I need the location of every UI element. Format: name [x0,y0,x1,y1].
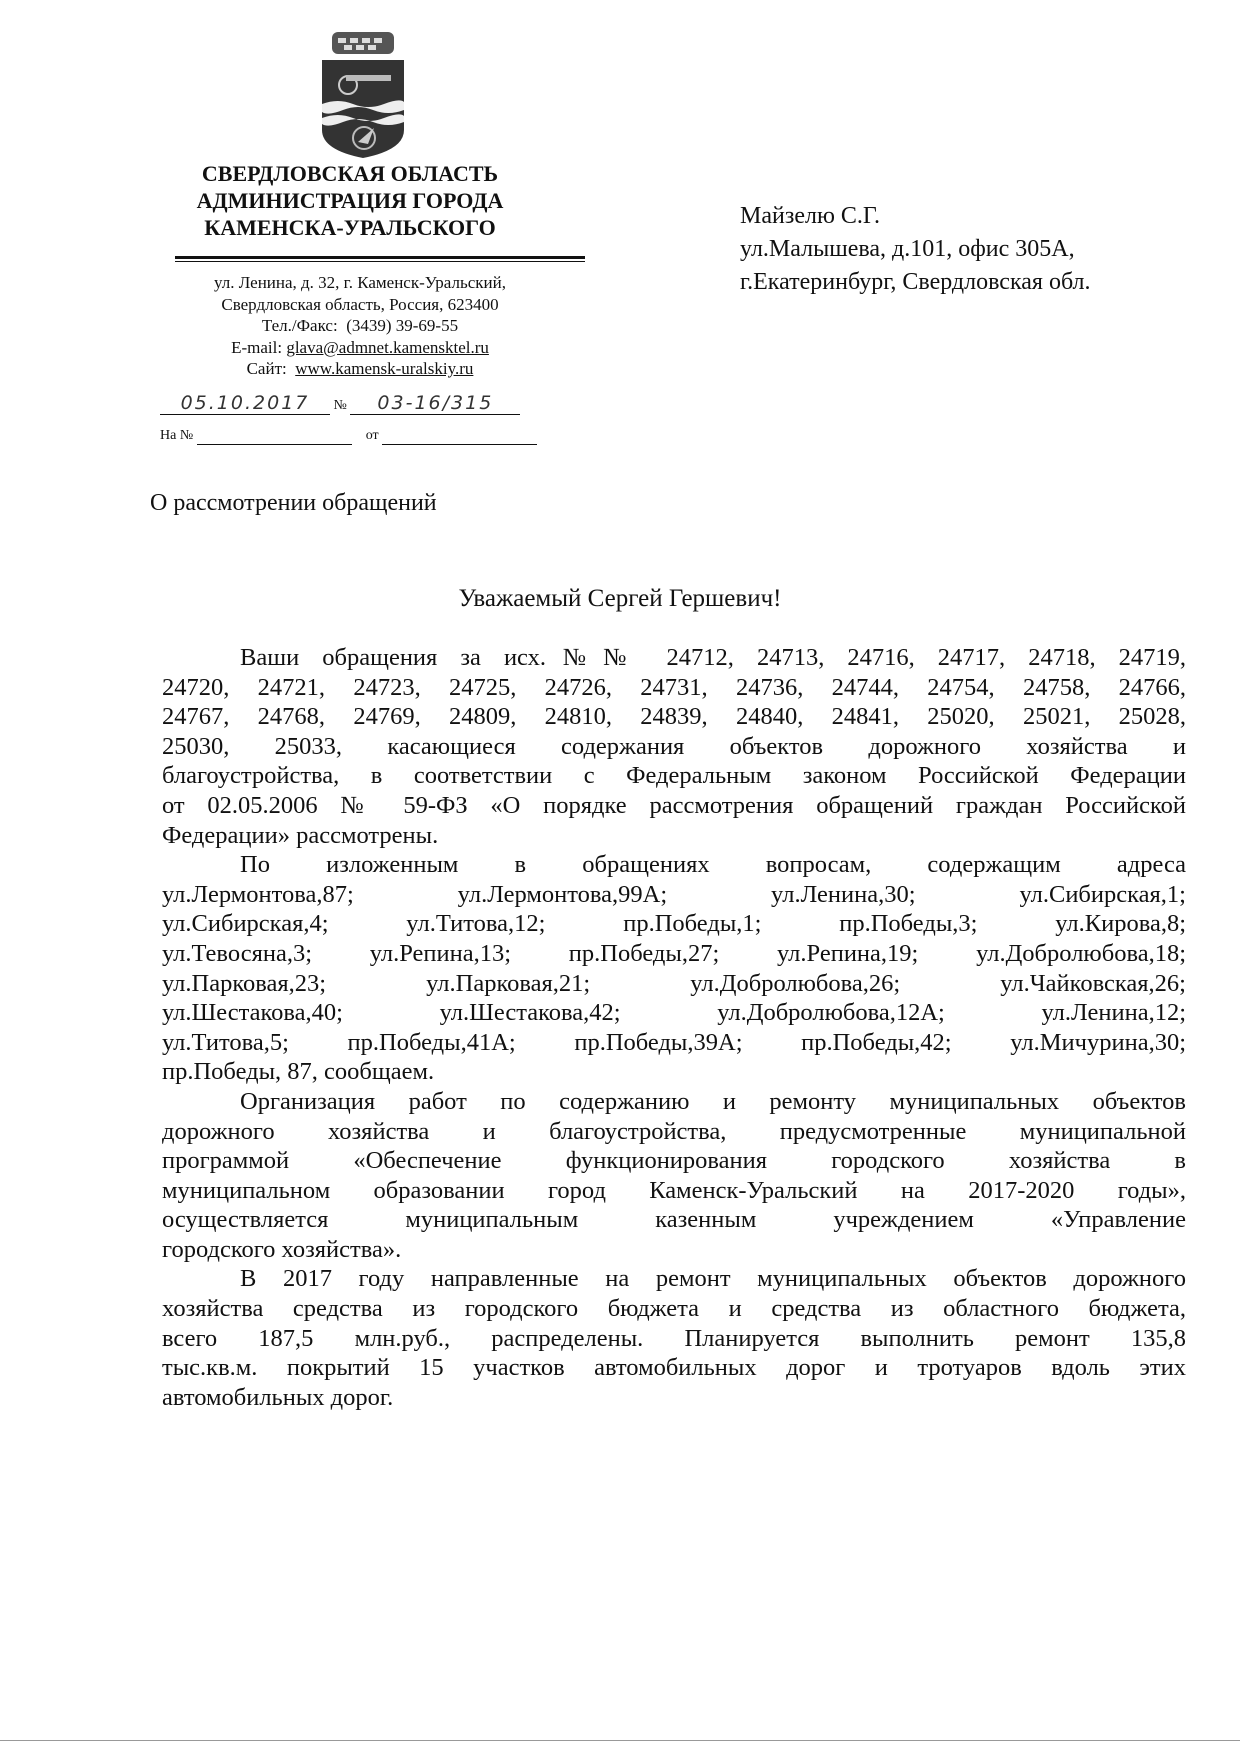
paragraph-line: дорожного хозяйства и благоустройства, предусмотренные муниципальной [162,1117,1186,1145]
address-line-2: Свердловская область, Россия, 623400 [221,294,499,314]
paragraph-line: муниципальном образовании город Каменск-Уральский на 2017-2020 годы», [162,1176,1186,1204]
reply-reference [160,428,537,445]
paragraph-line: городского хозяйства». [162,1235,402,1263]
paragraph-line: Организация работ по содержанию и ремонту муниципальных объектов [240,1087,1186,1115]
outgoing-date: 05.10.2017 [160,392,330,415]
recipient-name: Майзелю С.Г. [740,203,881,229]
paragraph-line: осуществляется муниципальным казенным учреждением «Управление [162,1206,1186,1234]
paragraph-line: благоустройства, в соответствии с Федеральным законом Российской Федерации [162,762,1186,790]
paragraph-line: Федерации» рассмотрены. [162,821,439,849]
email-link[interactable]: glava@admnet.kamensktel.ru [286,337,489,357]
paragraph-line: ул.Парковая,23; ул.Парковая,21; ул.Добролюбова,26; ул.Чайковская,26; [162,969,1186,997]
org-line-administration: АДМИНИСТРАЦИЯ ГОРОДА [196,188,504,213]
site-row [160,358,560,380]
body-paragraph [162,850,1186,1087]
recipient-city: г.Екатеринбург, Свердловская обл. [740,269,1091,295]
paragraph-line: ул.Титова,5; пр.Победы,41А; пр.Победы,39А; пр.Победы,42; ул.Мичурина,30; [162,1028,1186,1056]
recipient-block [740,200,1091,299]
reply-to-label: На № [160,428,194,443]
site-label: Сайт: [246,359,287,378]
paragraph-line: тыс.кв.м. покрытий 15 участков автомобильных дорог и тротуаров вдоль этих [162,1354,1186,1382]
phone-label: Тел./Факс: [261,316,338,335]
site-link[interactable]: www.kamensk-uralskiy.ru [295,359,474,378]
organization-name [150,160,550,241]
letterhead-divider [175,256,585,262]
org-line-region: СВЕРДЛОВСКАЯ ОБЛАСТЬ [201,161,499,186]
paragraph-line: 24720, 24721, 24723, 24725, 24726, 24731, 24736, 24744, 24754, 24758, 24766, [162,673,1186,701]
body-paragraph [162,1264,1186,1412]
paragraph-line: ул.Тевосяна,3; ул.Репина,13; пр.Победы,27; ул.Репина,19; ул.Добролюбова,18; [162,939,1186,967]
body-paragraph [162,1087,1186,1265]
paragraph-line: автомобильных дорог. [162,1383,394,1411]
paragraph-line: 24767, 24768, 24769, 24809, 24810, 24839, 24840, 24841, 25020, 25021, 25028, [162,703,1186,731]
city-coat-of-arms [318,30,408,160]
body-paragraph [162,643,1186,850]
org-contacts [160,272,560,380]
paragraph-line: По изложенным в обращениях вопросам, содержащим адреса [240,851,1186,879]
paragraph-line: Ваши обращения за исх.№№ 24712, 24713, 24716, 24717, 24718, 24719, [240,644,1186,671]
paragraph-line: хозяйства средства из городского бюджета и средства из областного бюджета, [162,1295,1186,1323]
paragraph-line: В 2017 году направленные на ремонт муниципальных объектов дорожного [240,1265,1186,1293]
paragraph-line: всего 187,5 млн.руб., распределены. Планируется выполнить ремонт 135,8 [162,1324,1186,1352]
reply-from-label: от [365,428,379,443]
paragraph-line: пр.Победы, 87, сообщаем. [162,1058,435,1086]
outgoing-date-number [160,392,560,415]
address-line-1: ул. Ленина, д. 32, г. Каменск-Уральский, [214,273,506,292]
letter-body [162,643,1186,1412]
paragraph-line: от 02.05.2006 № 59-ФЗ «О порядке рассмотрения обращений граждан Российской [162,791,1186,819]
salutation: Уважаемый Сергей Гершевич! [458,585,782,612]
paragraph-line: программой «Обеспечение функционирования городского хозяйства в [162,1147,1186,1175]
recipient-street: ул.Малышева, д.101, офис 305А, [740,236,1075,262]
phone-row [160,315,560,337]
letter-subject: О рассмотрении обращений [150,490,437,516]
outgoing-number: 03-16/315 [350,392,520,415]
paragraph-line: ул.Шестакова,40; ул.Шестакова,42; ул.Добролюбова,12А; ул.Ленина,12; [162,999,1186,1027]
email-label: E-mail: [231,337,283,357]
paragraph-line: 25030, 25033, касающиеся содержания объектов дорожного хозяйства и [162,732,1186,760]
number-label: № [333,398,347,413]
email-row [160,337,560,359]
paragraph-line: ул.Сибирская,4; ул.Титова,12; пр.Победы,1; пр.Победы,3; ул.Кирова,8; [162,910,1186,938]
org-line-city: КАМЕНСКА-УРАЛЬСКОГО [204,215,496,240]
page-edge-line [0,1740,1240,1741]
phone-value: (3439) 39-69-55 [346,316,459,335]
paragraph-line: ул.Лермонтова,87; ул.Лермонтова,99А; ул.Ленина,30; ул.Сибирская,1; [162,880,1186,908]
